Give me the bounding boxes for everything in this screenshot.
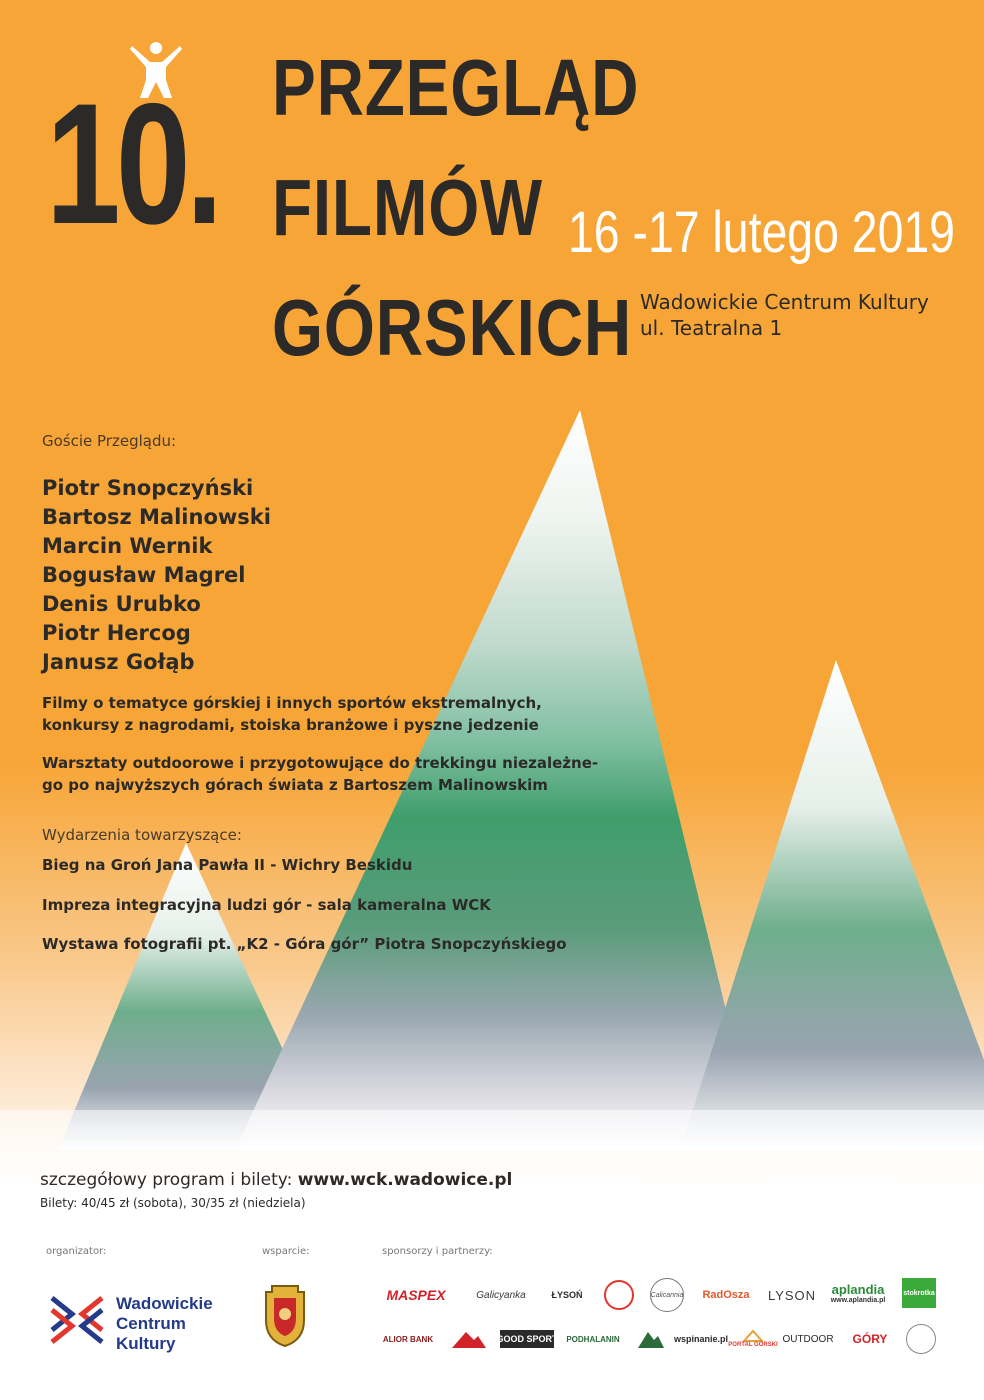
description-p1-line2: konkursy z nagrodami, stoiska branżowe i pyszne jedzenie [42,716,539,734]
event-item: Impreza integracyjna ludzi gór - sala kameralna WCK [42,896,491,914]
sponsor-logo: Galicyanka [476,1289,526,1301]
guest-name: Marcin Wernik [42,534,213,558]
organizer-name: Wadowickie Centrum Kultury [116,1294,213,1353]
sponsor-logo: Calicannia [650,1278,684,1312]
sponsor-logo-icon [906,1324,936,1354]
title-line-2: FILMÓW [272,163,543,252]
tickets-line [40,1170,512,1190]
sponsor-logo: PODHALANIN [566,1334,620,1344]
sponsor-logo-icon [634,1326,668,1352]
sponsor-logo: OUTDOOR [782,1333,834,1345]
sponsor-logo-aplandia: aplandia www.aplandia.pl [830,1282,886,1304]
sponsor-logo: LYSON [767,1287,817,1303]
guest-name: Bartosz Malinowski [42,505,271,529]
events-heading: Wydarzenia towarzyszące: [42,826,242,844]
description-p1-line1: Filmy o tematyce górskiej i innych sportów ekstremalnych, [42,694,542,712]
guest-name: Piotr Hercog [42,621,191,645]
sponsor-logo: GOOD SPORT [500,1330,554,1348]
venue-name: Wadowickie Centrum Kultury [640,290,929,314]
guest-name: Bogusław Magrel [42,563,246,587]
sponsor-logo: wspinanie.pl [674,1334,729,1344]
sponsor-logo-icon [448,1326,488,1352]
edition-number: 10. [46,68,219,260]
guest-name: Denis Urubko [42,592,201,616]
title-line-3: GÓRSKICH [272,283,633,372]
ticket-prices: Bilety: 40/45 zł (sobota), 30/35 zł (niedziela) [40,1196,306,1210]
sponsor-logo: MASPEX [386,1287,446,1303]
wck-logo-icon [50,1294,104,1346]
venue-address: ul. Teatralna 1 [640,316,783,340]
event-item: Wystawa fotografii pt. „K2 - Góra gór” Piotra Snopczyńskiego [42,935,567,953]
sponsor-logo-icon [604,1280,634,1310]
support-label: wsparcie: [262,1246,310,1257]
sponsor-logo: ŁYSOŃ [551,1290,583,1300]
guests-heading: Goście Przeglądu: [42,432,177,450]
guest-name: Piotr Snopczyński [42,476,254,500]
sponsors-label: sponsorzy i partnerzy: [382,1246,493,1257]
title-line-1: PRZEGLĄD [272,43,640,132]
sponsor-logo-portal: PORTAL GÓRSKI [736,1326,770,1352]
program-label: szczegółowy program i bilety: [40,1170,293,1190]
sponsor-logo: RadOsza [702,1289,750,1301]
mountain-right [680,660,984,1150]
description-p2-line2: go po najwyższych górach świata z Bartoszem Malinowskim [42,776,548,794]
sponsor-logo: GÓRY [852,1332,888,1346]
sponsor-logo: ALIOR BANK [382,1334,434,1344]
event-date: 16 -17 lutego 2019 [568,200,955,265]
website-link[interactable]: www.wck.wadowice.pl [297,1170,513,1190]
description-p2-line1: Warsztaty outdoorowe i przygotowujące do trekkingu niezależne- [42,754,599,772]
sponsor-logo: stokrotka [902,1278,936,1308]
guest-name: Janusz Gołąb [42,650,195,674]
coat-of-arms-icon [262,1284,308,1348]
organizer-label: organizator: [46,1246,107,1257]
event-item: Bieg na Groń Jana Pawła II - Wichry Beskidu [42,856,413,874]
